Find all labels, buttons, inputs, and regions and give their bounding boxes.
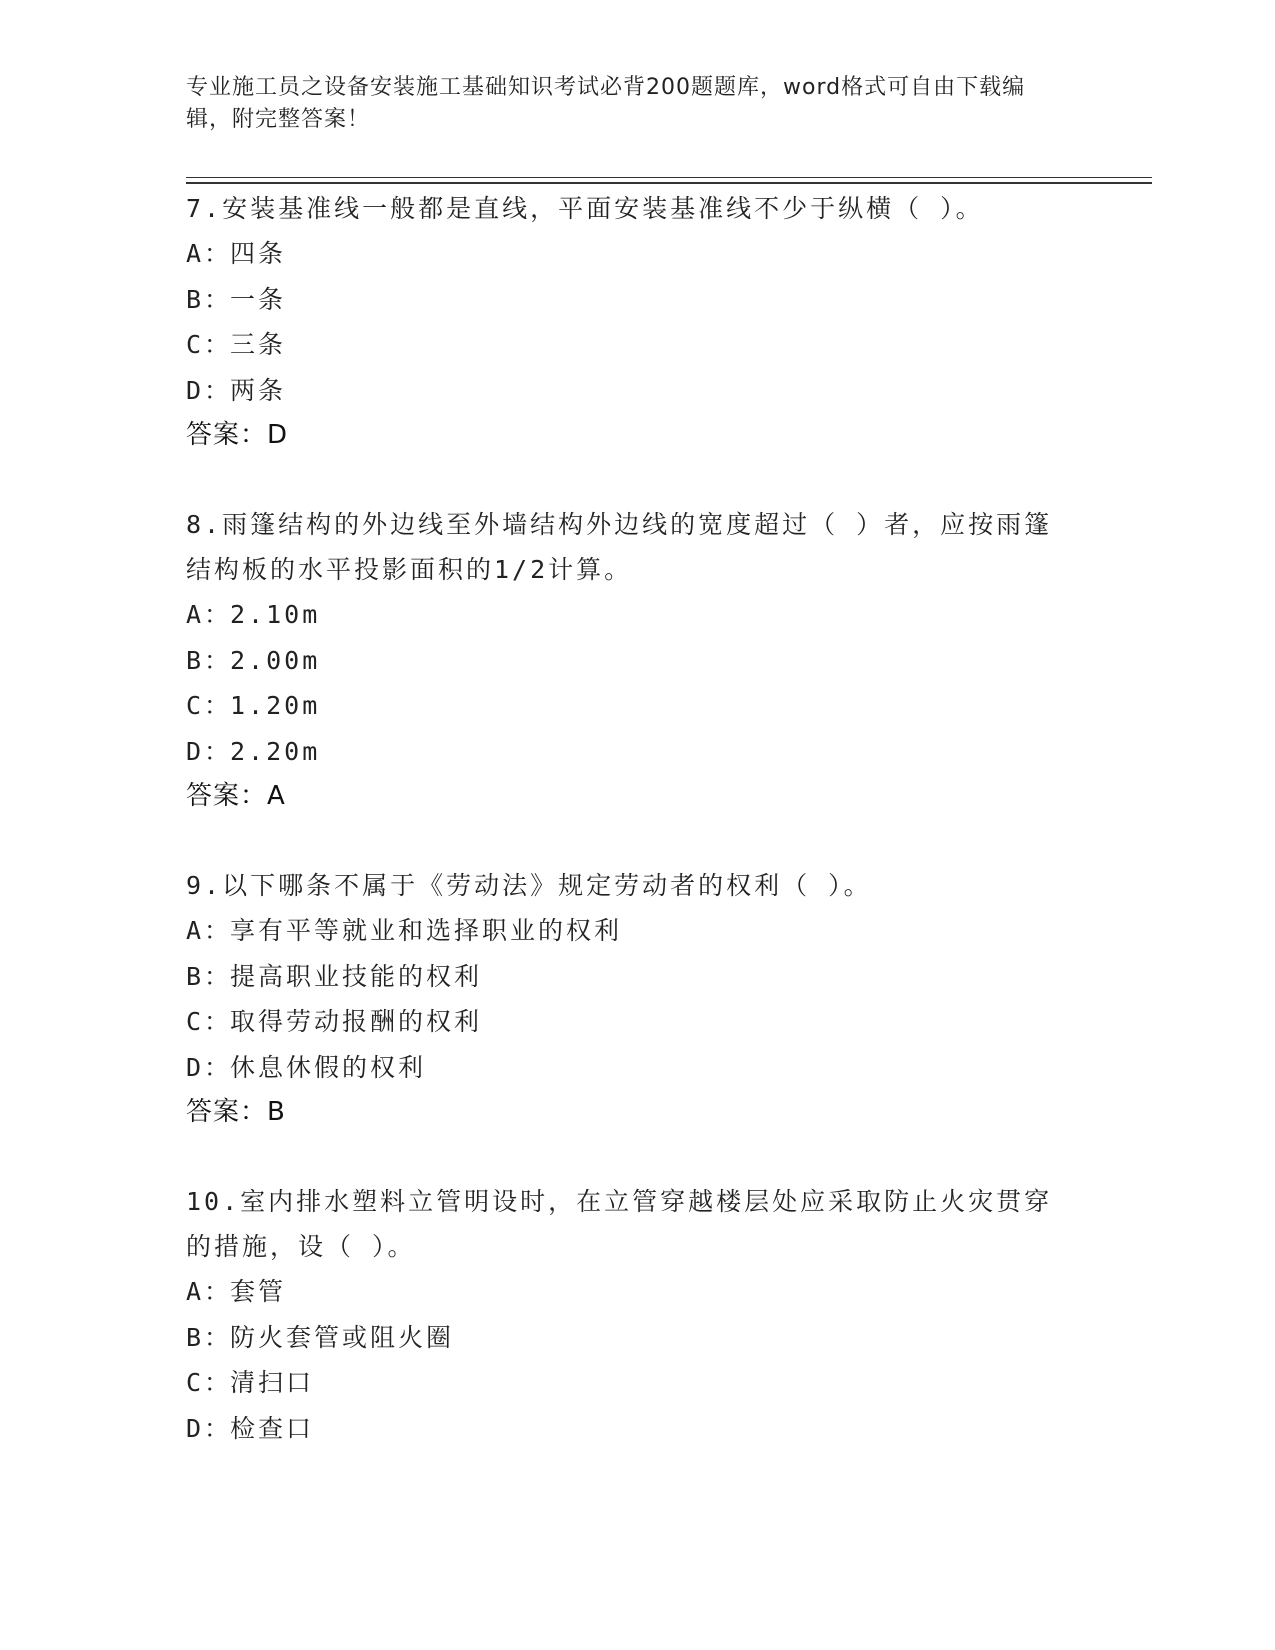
option-text: 清扫口 bbox=[230, 1368, 315, 1397]
option-d bbox=[186, 1045, 1086, 1091]
option-key: D： bbox=[186, 375, 233, 405]
option-key: B： bbox=[186, 961, 233, 991]
answer-line: 答案：A bbox=[186, 781, 286, 811]
question-list bbox=[186, 186, 1086, 1495]
option-text: 套管 bbox=[230, 1277, 287, 1306]
option-key: D： bbox=[186, 1052, 233, 1082]
header-text: 专业施工员之设备安装施工基础知识考试必背200题题库，word格式可自由下载编辑，附完整答案！ bbox=[186, 75, 1026, 132]
option-key: C： bbox=[186, 330, 233, 359]
question-8 bbox=[186, 502, 1086, 819]
option-text: 两条 bbox=[230, 375, 287, 405]
option-key: A： bbox=[186, 600, 233, 629]
option-key: B： bbox=[186, 1322, 233, 1352]
option-key: B： bbox=[186, 284, 233, 314]
option-text: 四条 bbox=[230, 239, 287, 268]
option-b bbox=[186, 954, 1086, 1000]
option-key: D： bbox=[186, 1413, 233, 1443]
document-header bbox=[186, 72, 1066, 136]
option-key: A： bbox=[186, 1277, 233, 1306]
question-text: 8.雨篷结构的外边线至外墙结构外边线的宽度超过（ ）者，应按雨篷结构板的水平投影面积的1/2计算。 bbox=[186, 510, 1053, 584]
option-key: B： bbox=[186, 645, 233, 675]
question-text: 7.安装基准线一般都是直线，平面安装基准线不少于纵横（ ）。 bbox=[186, 194, 984, 223]
option-d bbox=[186, 1406, 1086, 1452]
option-text: 防火套管或阻火圈 bbox=[230, 1322, 455, 1352]
option-text: 提高职业技能的权利 bbox=[230, 961, 483, 991]
option-a bbox=[186, 908, 1086, 954]
answer-line: 答案：B bbox=[186, 1097, 286, 1127]
question-text: 10.室内排水塑料立管明设时，在立管穿越楼层处应采取防止火灾贯穿的措施，设（ ）。 bbox=[186, 1187, 1053, 1261]
option-text: 2.10m bbox=[230, 600, 321, 629]
option-key: D： bbox=[186, 736, 233, 766]
option-key: C： bbox=[186, 1007, 233, 1036]
option-c bbox=[186, 999, 1086, 1045]
option-key: A： bbox=[186, 239, 233, 268]
answer-line: 答案：D bbox=[186, 420, 289, 450]
option-text: 休息休假的权利 bbox=[230, 1052, 427, 1082]
option-text: 取得劳动报酬的权利 bbox=[230, 1007, 483, 1036]
option-b bbox=[186, 638, 1086, 684]
option-a bbox=[186, 231, 1086, 277]
option-a bbox=[186, 1269, 1086, 1315]
option-text: 三条 bbox=[230, 330, 287, 359]
question-9 bbox=[186, 863, 1086, 1135]
question-10 bbox=[186, 1179, 1086, 1451]
option-a bbox=[186, 592, 1086, 638]
option-key: C： bbox=[186, 1368, 233, 1397]
option-c bbox=[186, 1360, 1086, 1406]
option-b bbox=[186, 1315, 1086, 1361]
option-key: A： bbox=[186, 916, 233, 945]
header-divider-thin bbox=[186, 177, 1152, 178]
option-c bbox=[186, 322, 1086, 368]
option-text: 1.20m bbox=[230, 691, 321, 720]
option-text: 享有平等就业和选择职业的权利 bbox=[230, 916, 623, 945]
option-text: 检查口 bbox=[230, 1413, 315, 1443]
option-d bbox=[186, 368, 1086, 414]
question-text: 9.以下哪条不属于《劳动法》规定劳动者的权利（ ）。 bbox=[186, 871, 872, 900]
header-divider-thick bbox=[186, 182, 1152, 184]
option-d bbox=[186, 729, 1086, 775]
option-text: 2.20m bbox=[230, 736, 321, 766]
option-key: C： bbox=[186, 691, 233, 720]
option-b bbox=[186, 277, 1086, 323]
question-7 bbox=[186, 186, 1086, 458]
option-text: 2.00m bbox=[230, 645, 321, 675]
option-text: 一条 bbox=[230, 284, 287, 314]
option-c bbox=[186, 683, 1086, 729]
